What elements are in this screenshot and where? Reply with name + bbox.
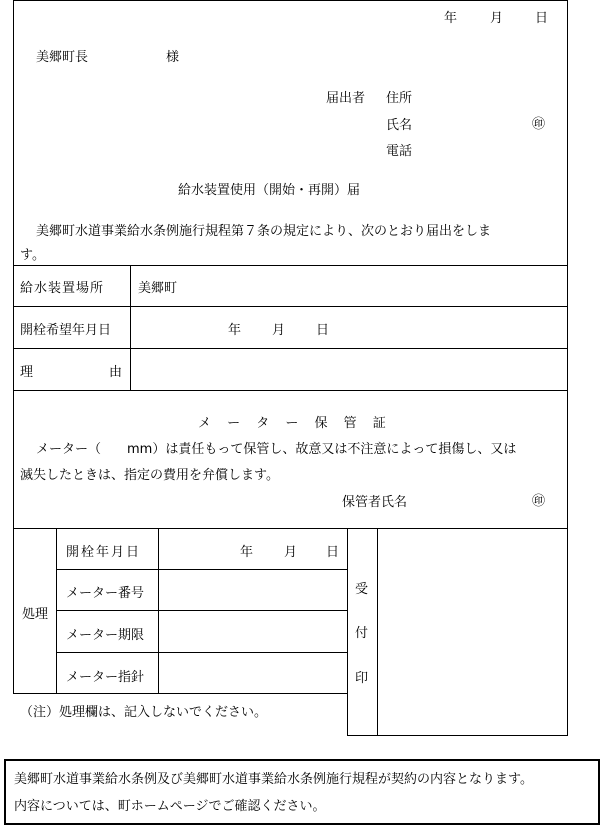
date-month: 月 — [490, 11, 504, 26]
keeper-seal-mark: ㊞ — [532, 494, 546, 509]
reception-bottom-line — [347, 735, 568, 736]
location-value: 美郷町 — [138, 281, 178, 296]
intro-line-2: す。 — [20, 248, 45, 263]
table-top-line — [13, 265, 568, 266]
start-day: 日 — [316, 323, 330, 338]
processing-row-line-2 — [56, 610, 348, 611]
footer-line-1: 美郷町水道事業給水条例及び美郷町水道事業給水条例施行規程が契約の内容となります。 — [14, 772, 533, 787]
outer-right-border — [567, 0, 568, 736]
table-label-divider — [130, 265, 131, 390]
processing-row-line-1 — [56, 569, 348, 570]
location-label: 給水装置場所 — [20, 281, 105, 296]
top-border — [13, 0, 568, 1]
processing-top-line — [13, 528, 568, 529]
date-day: 日 — [535, 11, 549, 26]
meter-reading-label: メーター指針 — [66, 670, 145, 685]
applicant-label: 届出者 — [326, 91, 366, 106]
processing-right-border — [347, 528, 348, 736]
date-year: 年 — [444, 11, 458, 26]
keeper-label: 保管者氏名 — [342, 495, 408, 510]
table-row-line-2 — [13, 348, 568, 349]
processing-bottom-line — [13, 693, 348, 694]
outer-left-border — [13, 0, 14, 528]
meter-cert-line-1: メーター（ mm）は責任もって保管し、故意又は不注意によって損傷し、又は — [36, 442, 517, 457]
reason-label-2: 由 — [109, 365, 123, 380]
start-year: 年 — [228, 323, 242, 338]
phone-label: 電話 — [386, 144, 413, 159]
form-title: 給水装置使用（開始・再開）届 — [178, 183, 361, 198]
start-date-label: 開栓希望年月日 — [20, 323, 112, 338]
processing-note: （注）処理欄は、記入しないでください。 — [20, 705, 268, 720]
intro-line-1: 美郷町水道事業給水条例施行規程第７条の規定により、次のとおり届出をしま — [36, 224, 492, 239]
open-date-day: 日 — [326, 545, 340, 560]
processing-section-label: 処理 — [22, 607, 49, 622]
reception-char-1: 受 — [355, 582, 369, 597]
open-date-month: 月 — [284, 545, 298, 560]
meter-cert-line-2: 滅失したときは、指定の費用を弁償します。 — [20, 468, 279, 483]
honorific: 様 — [166, 50, 180, 65]
name-label: 氏名 — [386, 118, 413, 133]
footer-line-2: 内容については、町ホームページでご確認ください。 — [14, 799, 326, 814]
reception-divider — [377, 528, 378, 736]
open-date-label: 開栓年月日 — [66, 545, 142, 560]
address-label: 住所 — [386, 91, 413, 106]
meter-cert-title: メ ー タ ー 保 管 証 — [198, 416, 392, 431]
processing-left-border — [13, 528, 14, 694]
reason-label-1: 理 — [20, 365, 34, 380]
start-month: 月 — [272, 323, 286, 338]
table-row-line-1 — [13, 306, 568, 307]
seal-mark: ㊞ — [532, 117, 546, 132]
addressee: 美郷町長 — [36, 50, 89, 65]
meter-expiry-label: メーター期限 — [66, 628, 145, 643]
meter-number-label: メーター番号 — [66, 586, 145, 601]
processing-label-divider — [56, 528, 57, 694]
processing-row-line-3 — [56, 652, 348, 653]
reception-char-2: 付 — [355, 626, 369, 641]
table-bottom-line — [13, 390, 568, 391]
open-date-year: 年 — [240, 545, 254, 560]
processing-value-divider — [158, 528, 159, 694]
reception-char-3: 印 — [355, 671, 369, 686]
